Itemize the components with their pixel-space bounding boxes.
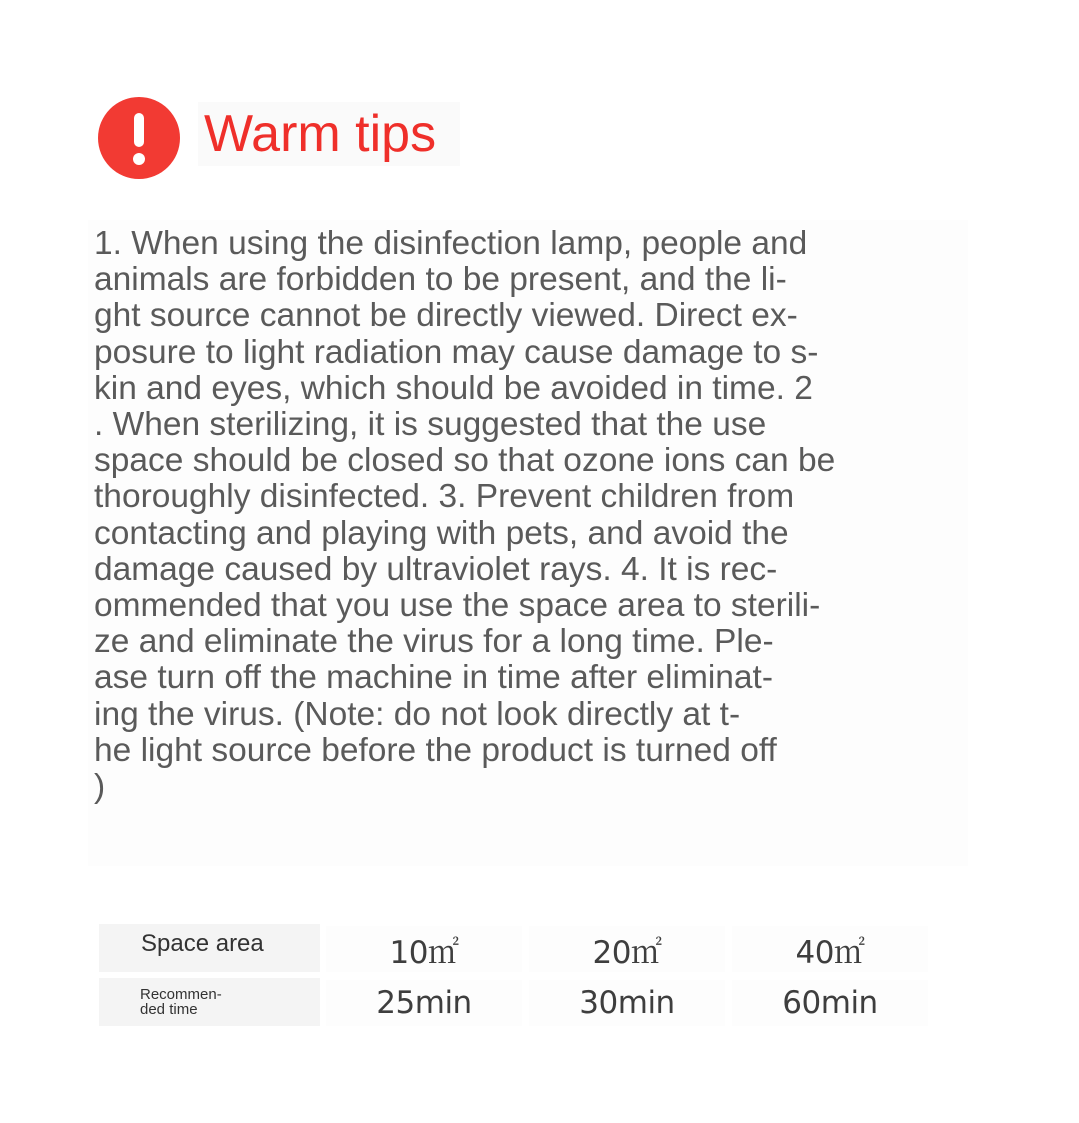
warm-tips-header: [98, 97, 478, 179]
tips-text: 1. When using the disinfection lamp, people and animals are forbidden to be present, and the li- ght source cannot be directly viewed. Direct ex- posure to light radiation may cause damage to s- kin and eyes, which should be avoided in time. 2 . When sterilizing, it is suggested that the use space should be closed so that ozone ions can be thoroughly disinfected. 3. Prevent children from contacting and playing with pets, and avoid the damage caused by ultraviolet rays. 4. It is rec- ommended that you use the space area to sterili- ze and eliminate the virus for a long time. Ple- ase turn off the machine in time after eliminat- ing the virus. (Note: do not look directly at t- he light source before the product is turned off ): [94, 225, 836, 806]
page-title: Warm tips: [204, 105, 437, 163]
space-area-value: 10㎡: [326, 926, 522, 972]
recommended-time-value: 25min: [326, 980, 522, 1026]
space-area-label: Space area: [99, 924, 320, 972]
recommended-time-label: Recommen- ded time: [99, 978, 320, 1026]
space-area-value: 20㎡: [529, 926, 725, 972]
recommended-time-value: 60min: [732, 980, 928, 1026]
exclamation-circle-icon: [98, 97, 180, 179]
space-area-value: 40㎡: [732, 926, 928, 972]
recommended-time-value: 30min: [529, 980, 725, 1026]
